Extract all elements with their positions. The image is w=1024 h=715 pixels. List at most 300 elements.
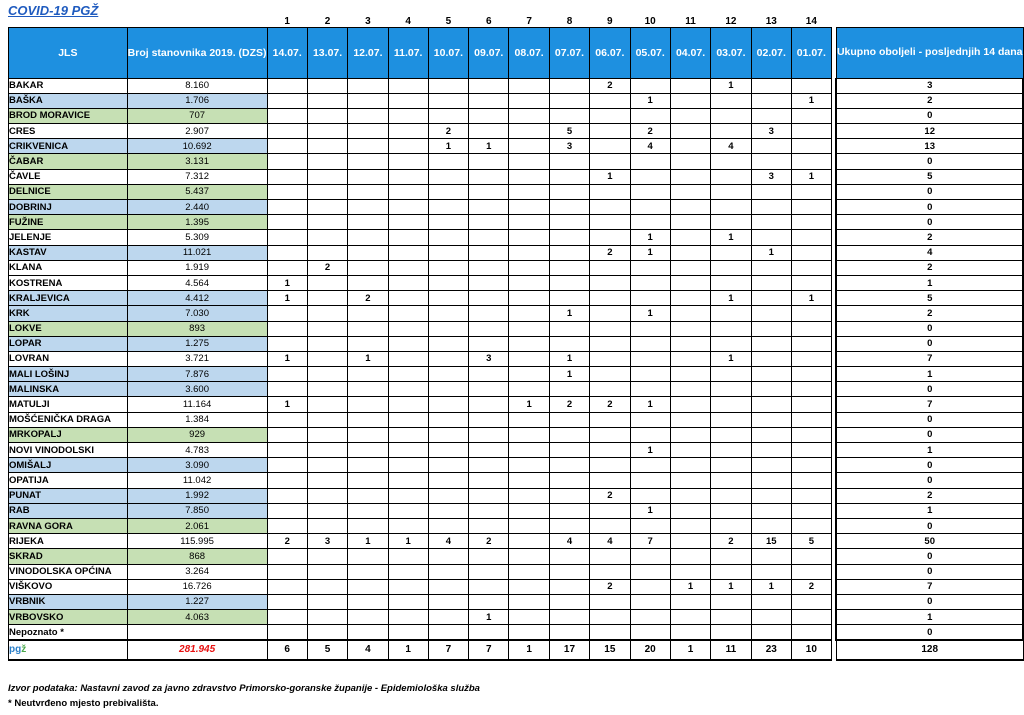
row-total: 0 xyxy=(836,549,1023,564)
population-value: 16.726 xyxy=(127,579,267,594)
daily-cases-cell xyxy=(428,503,468,518)
daily-total: 1 xyxy=(388,640,428,660)
day-number: 13 xyxy=(765,15,777,27)
daily-cases-cell xyxy=(630,549,670,564)
row-total: 1 xyxy=(836,275,1023,290)
daily-cases-cell xyxy=(751,230,791,245)
daily-cases-cell xyxy=(791,108,831,123)
daily-cases-cell xyxy=(590,321,630,336)
population-value: 893 xyxy=(127,321,267,336)
daily-cases-cell xyxy=(348,382,388,397)
daily-cases-cell xyxy=(670,443,710,458)
table-row xyxy=(9,427,1024,442)
row-total: 2 xyxy=(836,306,1023,321)
daily-cases-cell xyxy=(348,78,388,93)
daily-total: 4 xyxy=(348,640,388,660)
daily-cases-cell xyxy=(388,427,428,442)
daily-cases-cell xyxy=(549,275,589,290)
daily-cases-cell xyxy=(670,169,710,184)
daily-cases-cell: 1 xyxy=(549,351,589,366)
daily-cases-cell xyxy=(590,610,630,625)
daily-cases-cell xyxy=(670,275,710,290)
population-value xyxy=(127,625,267,640)
daily-cases-cell xyxy=(307,169,347,184)
daily-cases-cell xyxy=(388,518,428,533)
daily-cases-cell xyxy=(348,488,388,503)
daily-cases-cell: 2 xyxy=(791,579,831,594)
daily-cases-cell xyxy=(307,124,347,139)
daily-cases-cell xyxy=(711,443,751,458)
table-row xyxy=(9,139,1024,154)
municipality-name: VRBNIK xyxy=(9,594,128,609)
daily-cases-cell xyxy=(509,336,549,351)
daily-cases-cell xyxy=(751,488,791,503)
daily-cases-cell xyxy=(388,184,428,199)
daily-cases-cell xyxy=(670,458,710,473)
header-date: 08.07. xyxy=(509,27,549,78)
municipality-name: SKRAD xyxy=(9,549,128,564)
daily-cases-cell: 1 xyxy=(469,139,509,154)
daily-cases-cell xyxy=(509,260,549,275)
daily-cases-cell xyxy=(711,336,751,351)
daily-cases-cell xyxy=(388,124,428,139)
daily-cases-cell xyxy=(630,169,670,184)
row-total: 1 xyxy=(836,367,1023,382)
daily-cases-cell xyxy=(751,275,791,290)
municipality-name: VIŠKOVO xyxy=(9,579,128,594)
population-value: 3.264 xyxy=(127,564,267,579)
daily-cases-cell xyxy=(509,412,549,427)
daily-cases-cell: 2 xyxy=(711,534,751,549)
daily-cases-cell xyxy=(711,625,751,640)
daily-cases-cell xyxy=(428,93,468,108)
population-value: 8.160 xyxy=(127,78,267,93)
daily-cases-cell xyxy=(428,154,468,169)
daily-cases-cell xyxy=(751,367,791,382)
daily-cases-cell: 1 xyxy=(267,397,307,412)
population-value: 1.992 xyxy=(127,488,267,503)
daily-cases-cell xyxy=(348,458,388,473)
daily-cases-cell xyxy=(428,625,468,640)
daily-cases-cell xyxy=(509,610,549,625)
daily-cases-cell xyxy=(549,518,589,533)
daily-cases-cell xyxy=(630,579,670,594)
daily-cases-cell xyxy=(791,488,831,503)
daily-cases-cell xyxy=(630,610,670,625)
daily-cases-cell xyxy=(630,215,670,230)
daily-cases-cell xyxy=(469,124,509,139)
daily-cases-cell: 1 xyxy=(348,534,388,549)
municipality-name: DOBRINJ xyxy=(9,200,128,215)
daily-cases-cell xyxy=(590,564,630,579)
row-total: 0 xyxy=(836,625,1023,640)
daily-cases-cell xyxy=(428,549,468,564)
daily-cases-cell xyxy=(348,579,388,594)
daily-cases-cell xyxy=(428,382,468,397)
population-value: 5.309 xyxy=(127,230,267,245)
daily-cases-cell xyxy=(307,108,347,123)
daily-cases-cell xyxy=(711,564,751,579)
daily-cases-cell xyxy=(267,200,307,215)
daily-cases-cell xyxy=(307,291,347,306)
table-row xyxy=(9,245,1024,260)
daily-cases-cell xyxy=(267,93,307,108)
row-total: 0 xyxy=(836,321,1023,336)
daily-cases-cell xyxy=(549,154,589,169)
daily-cases-cell xyxy=(348,245,388,260)
table-row xyxy=(9,412,1024,427)
daily-cases-cell xyxy=(469,443,509,458)
daily-cases-cell xyxy=(267,427,307,442)
daily-cases-cell xyxy=(307,93,347,108)
daily-cases-cell xyxy=(630,458,670,473)
daily-cases-cell xyxy=(670,351,710,366)
daily-cases-cell xyxy=(388,154,428,169)
daily-cases-cell xyxy=(711,503,751,518)
daily-cases-cell xyxy=(267,169,307,184)
daily-cases-cell xyxy=(791,215,831,230)
table-row xyxy=(9,184,1024,199)
daily-cases-cell xyxy=(630,518,670,533)
daily-cases-cell: 1 xyxy=(630,245,670,260)
daily-cases-cell xyxy=(791,427,831,442)
daily-cases-cell xyxy=(469,215,509,230)
daily-cases-cell xyxy=(791,139,831,154)
daily-cases-cell xyxy=(388,564,428,579)
daily-cases-cell xyxy=(307,154,347,169)
daily-cases-cell xyxy=(348,154,388,169)
header-date: 11.07. xyxy=(388,27,428,78)
daily-total: 23 xyxy=(751,640,791,660)
daily-cases-cell xyxy=(469,625,509,640)
daily-cases-cell xyxy=(509,321,549,336)
header-date: 13.07. xyxy=(307,27,347,78)
daily-total: 6 xyxy=(267,640,307,660)
daily-cases-cell xyxy=(670,503,710,518)
daily-cases-cell: 3 xyxy=(469,351,509,366)
header-jls: JLS xyxy=(9,27,128,78)
daily-cases-cell xyxy=(711,412,751,427)
population-value: 1.275 xyxy=(127,336,267,351)
daily-cases-cell xyxy=(751,458,791,473)
daily-cases-cell xyxy=(590,594,630,609)
daily-cases-cell: 1 xyxy=(630,93,670,108)
daily-cases-cell: 1 xyxy=(428,139,468,154)
daily-cases-cell xyxy=(307,625,347,640)
municipality-name: MOŠĆENIČKA DRAGA xyxy=(9,412,128,427)
daily-cases-cell xyxy=(751,351,791,366)
daily-cases-cell xyxy=(549,78,589,93)
municipality-name: OPATIJA xyxy=(9,473,128,488)
daily-cases-cell xyxy=(791,594,831,609)
daily-cases-cell xyxy=(469,306,509,321)
daily-cases-cell xyxy=(711,367,751,382)
header-date: 10.07. xyxy=(428,27,468,78)
daily-cases-cell xyxy=(388,412,428,427)
daily-cases-cell: 1 xyxy=(267,351,307,366)
population-value: 2.061 xyxy=(127,518,267,533)
row-total: 0 xyxy=(836,154,1023,169)
daily-cases-cell xyxy=(509,579,549,594)
daily-cases-cell: 2 xyxy=(590,579,630,594)
day-number: 7 xyxy=(526,15,532,27)
daily-cases-cell: 1 xyxy=(711,230,751,245)
daily-cases-cell xyxy=(549,549,589,564)
daily-cases-cell: 4 xyxy=(590,534,630,549)
daily-cases-cell: 2 xyxy=(590,488,630,503)
total-population: 281.945 xyxy=(127,640,267,660)
daily-cases-cell xyxy=(590,412,630,427)
daily-cases-cell xyxy=(751,200,791,215)
daily-cases-cell xyxy=(670,412,710,427)
daily-cases-cell xyxy=(469,321,509,336)
daily-cases-cell xyxy=(630,291,670,306)
table-row xyxy=(9,473,1024,488)
table-row xyxy=(9,503,1024,518)
daily-cases-cell xyxy=(307,306,347,321)
day-number: 12 xyxy=(725,15,737,27)
daily-cases-cell: 5 xyxy=(791,534,831,549)
daily-cases-cell xyxy=(590,260,630,275)
daily-total: 1 xyxy=(509,640,549,660)
daily-cases-cell xyxy=(549,503,589,518)
daily-cases-cell xyxy=(388,458,428,473)
header-total: Ukupno oboljeli - posljednjih 14 dana xyxy=(836,27,1023,78)
daily-cases-cell xyxy=(307,139,347,154)
daily-cases-cell xyxy=(469,78,509,93)
daily-cases-cell xyxy=(711,169,751,184)
daily-cases-cell xyxy=(469,594,509,609)
municipality-name: NOVI VINODOLSKI xyxy=(9,443,128,458)
daily-cases-cell xyxy=(711,306,751,321)
daily-cases-cell xyxy=(751,503,791,518)
daily-cases-cell xyxy=(509,291,549,306)
daily-cases-cell xyxy=(751,473,791,488)
population-value: 7.312 xyxy=(127,169,267,184)
daily-cases-cell xyxy=(549,291,589,306)
daily-cases-cell xyxy=(590,458,630,473)
daily-cases-cell xyxy=(509,169,549,184)
daily-cases-cell xyxy=(348,139,388,154)
row-total: 1 xyxy=(836,503,1023,518)
row-total: 1 xyxy=(836,610,1023,625)
daily-cases-cell xyxy=(428,260,468,275)
daily-cases-cell xyxy=(630,367,670,382)
daily-cases-cell xyxy=(307,549,347,564)
daily-cases-cell xyxy=(428,579,468,594)
daily-cases-cell xyxy=(267,184,307,199)
daily-cases-cell xyxy=(428,200,468,215)
daily-cases-cell xyxy=(428,215,468,230)
daily-cases-cell xyxy=(428,397,468,412)
municipality-name: KRK xyxy=(9,306,128,321)
daily-cases-cell xyxy=(670,518,710,533)
population-value: 7.850 xyxy=(127,503,267,518)
daily-cases-cell xyxy=(428,427,468,442)
daily-cases-cell xyxy=(348,518,388,533)
daily-cases-cell xyxy=(590,154,630,169)
daily-cases-cell xyxy=(388,78,428,93)
daily-cases-cell xyxy=(307,200,347,215)
daily-cases-cell xyxy=(751,321,791,336)
daily-cases-cell xyxy=(711,184,751,199)
day-number: 11 xyxy=(685,15,696,27)
daily-cases-cell xyxy=(590,139,630,154)
population-value: 7.030 xyxy=(127,306,267,321)
daily-cases-cell xyxy=(469,108,509,123)
row-total: 0 xyxy=(836,458,1023,473)
daily-total: 7 xyxy=(428,640,468,660)
daily-cases-cell xyxy=(388,367,428,382)
daily-cases-cell xyxy=(791,260,831,275)
day-number: 1 xyxy=(284,15,290,27)
municipality-name: RIJEKA xyxy=(9,534,128,549)
daily-cases-cell xyxy=(307,518,347,533)
daily-cases-cell xyxy=(711,594,751,609)
daily-cases-cell xyxy=(791,184,831,199)
daily-cases-cell xyxy=(428,245,468,260)
daily-cases-cell xyxy=(711,200,751,215)
daily-cases-cell xyxy=(348,427,388,442)
daily-cases-cell xyxy=(549,260,589,275)
daily-cases-cell xyxy=(307,321,347,336)
table-row xyxy=(9,594,1024,609)
daily-cases-cell xyxy=(469,367,509,382)
daily-cases-cell xyxy=(509,443,549,458)
daily-cases-cell xyxy=(509,124,549,139)
daily-cases-cell: 1 xyxy=(630,230,670,245)
population-value: 4.063 xyxy=(127,610,267,625)
daily-cases-cell xyxy=(590,625,630,640)
daily-cases-cell xyxy=(630,78,670,93)
daily-cases-cell xyxy=(428,367,468,382)
daily-cases-cell xyxy=(509,306,549,321)
population-value: 7.876 xyxy=(127,367,267,382)
daily-cases-cell xyxy=(267,230,307,245)
row-total: 0 xyxy=(836,108,1023,123)
daily-cases-cell xyxy=(307,564,347,579)
daily-cases-cell xyxy=(711,215,751,230)
daily-cases-cell xyxy=(630,260,670,275)
daily-cases-cell xyxy=(711,427,751,442)
daily-cases-cell xyxy=(670,336,710,351)
daily-cases-cell xyxy=(791,443,831,458)
daily-cases-cell xyxy=(509,473,549,488)
daily-cases-cell xyxy=(670,215,710,230)
daily-cases-cell xyxy=(670,534,710,549)
daily-cases-cell xyxy=(670,260,710,275)
header-date: 05.07. xyxy=(630,27,670,78)
municipality-name: BAŠKA xyxy=(9,93,128,108)
daily-cases-cell xyxy=(509,367,549,382)
row-total: 0 xyxy=(836,518,1023,533)
daily-cases-cell xyxy=(509,534,549,549)
table-row xyxy=(9,336,1024,351)
daily-cases-cell xyxy=(509,230,549,245)
table-row xyxy=(9,610,1024,625)
daily-cases-cell xyxy=(388,443,428,458)
daily-cases-cell xyxy=(469,184,509,199)
daily-cases-cell xyxy=(711,397,751,412)
daily-cases-cell xyxy=(388,610,428,625)
daily-cases-cell xyxy=(509,275,549,290)
municipality-name: PUNAT xyxy=(9,488,128,503)
daily-cases-cell xyxy=(791,625,831,640)
header-row xyxy=(9,27,1024,78)
daily-cases-cell xyxy=(751,549,791,564)
municipality-name: LOVRAN xyxy=(9,351,128,366)
daily-cases-cell xyxy=(590,503,630,518)
population-value: 11.042 xyxy=(127,473,267,488)
daily-cases-cell xyxy=(469,579,509,594)
row-total: 0 xyxy=(836,200,1023,215)
table-row xyxy=(9,351,1024,366)
daily-cases-cell xyxy=(630,108,670,123)
municipality-name: ČABAR xyxy=(9,154,128,169)
daily-cases-cell: 2 xyxy=(590,78,630,93)
row-total: 0 xyxy=(836,564,1023,579)
row-total: 0 xyxy=(836,594,1023,609)
daily-cases-cell xyxy=(630,336,670,351)
daily-cases-cell xyxy=(670,200,710,215)
daily-cases-cell xyxy=(469,564,509,579)
row-total: 2 xyxy=(836,230,1023,245)
table-row xyxy=(9,564,1024,579)
daily-cases-cell xyxy=(590,443,630,458)
daily-cases-cell xyxy=(267,458,307,473)
daily-cases-cell xyxy=(428,169,468,184)
daily-cases-cell: 1 xyxy=(630,443,670,458)
municipality-name: MATULJI xyxy=(9,397,128,412)
row-total: 0 xyxy=(836,473,1023,488)
daily-cases-cell xyxy=(751,336,791,351)
daily-cases-cell xyxy=(549,108,589,123)
daily-cases-cell xyxy=(307,336,347,351)
daily-cases-cell xyxy=(670,78,710,93)
daily-cases-cell xyxy=(590,108,630,123)
daily-cases-cell xyxy=(348,321,388,336)
daily-cases-cell xyxy=(711,124,751,139)
daily-cases-cell xyxy=(388,260,428,275)
daily-cases-cell xyxy=(549,215,589,230)
daily-cases-cell xyxy=(791,549,831,564)
daily-cases-cell: 1 xyxy=(791,291,831,306)
daily-cases-cell xyxy=(307,503,347,518)
row-total: 7 xyxy=(836,397,1023,412)
daily-cases-cell xyxy=(630,412,670,427)
daily-cases-cell xyxy=(267,306,307,321)
daily-cases-cell xyxy=(509,518,549,533)
daily-cases-cell: 1 xyxy=(348,351,388,366)
population-value: 10.692 xyxy=(127,139,267,154)
daily-cases-cell xyxy=(791,230,831,245)
daily-cases-cell xyxy=(428,351,468,366)
daily-cases-cell xyxy=(348,473,388,488)
daily-cases-cell xyxy=(428,275,468,290)
daily-cases-cell xyxy=(630,275,670,290)
daily-cases-cell: 1 xyxy=(509,397,549,412)
table-row xyxy=(9,534,1024,549)
daily-cases-cell xyxy=(428,336,468,351)
daily-cases-cell xyxy=(791,412,831,427)
daily-cases-cell xyxy=(751,625,791,640)
daily-cases-cell xyxy=(509,382,549,397)
daily-cases-cell xyxy=(267,412,307,427)
daily-cases-cell xyxy=(348,124,388,139)
daily-cases-cell: 2 xyxy=(630,124,670,139)
population-value: 2.440 xyxy=(127,200,267,215)
daily-cases-cell xyxy=(307,488,347,503)
